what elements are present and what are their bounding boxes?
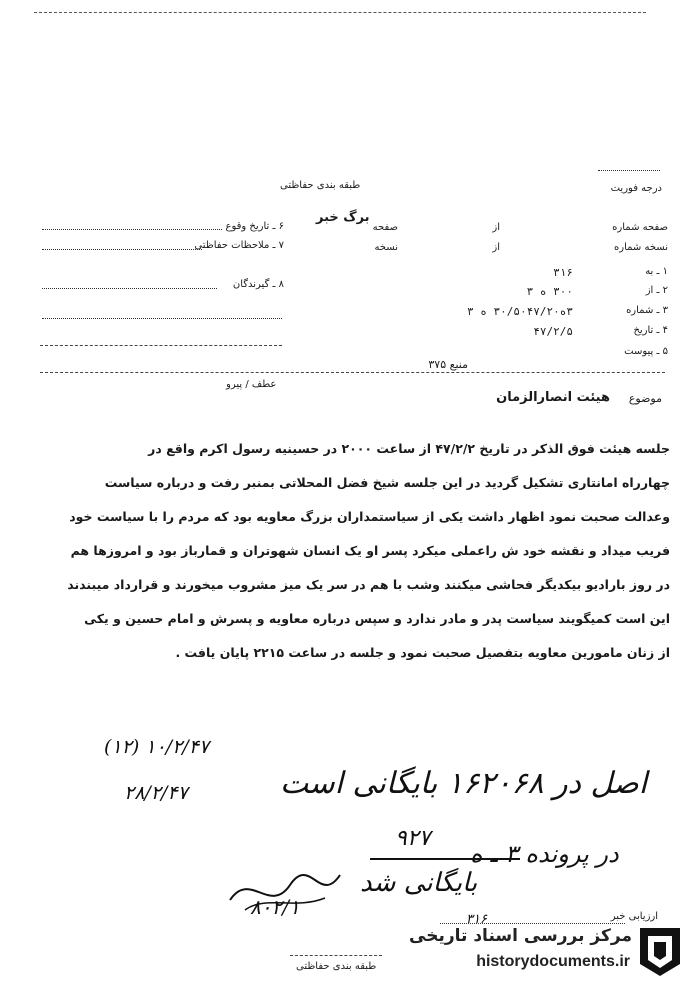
- handwritten-file-note: در پرونده ۳ ـ ه: [470, 840, 619, 868]
- evaluator-label: ارزیابی خبر: [610, 911, 658, 922]
- footer-line: [290, 955, 382, 956]
- priority-label: درجه فوریت: [610, 183, 662, 194]
- copy-number-row: [338, 242, 668, 253]
- field-number-value: ۳ه۳۰/۵۰۴۷/۲۰ ه ۳: [467, 305, 573, 318]
- copy-word: نسخه: [374, 242, 398, 253]
- body-line: از زنان مامورین معاویه بتفصیل صحبت نمود و جلسه در ساعت ۲۲۱۵ پایان یافت .: [175, 645, 670, 660]
- field-to: [338, 266, 668, 277]
- field-attachment: [338, 346, 668, 357]
- field-recipients: ۸ ـ گیرندگان: [232, 279, 284, 290]
- archive-logo-icon: [634, 922, 686, 978]
- page-number-row: [338, 222, 668, 233]
- field-from-value: ۳۰۰ ه ۳: [526, 285, 573, 298]
- watermark-url: historydocuments.ir: [476, 953, 630, 970]
- handwritten-archived: بایگانی شد: [360, 868, 478, 898]
- top-cut-line: [34, 12, 646, 13]
- handwritten-sign-number: ۳۱۶: [466, 912, 487, 927]
- form-title: برگ خبر: [316, 210, 370, 225]
- body-line: در روز بارادیو بیکدیگر فحاشی میکنند وشب با هم در سر یک میز مشروب میخورند و قرارداد میبندند: [67, 577, 670, 592]
- body-line: چهارراه امانتاری تشکیل گردید در این جلسه شیخ فضل المحلاتی بمنبر رفت و درباره سیاست: [104, 475, 670, 490]
- subject-value: هیئت انصارالزمان: [496, 390, 610, 405]
- body-line: این است کمیگویند سیاست پدر و مادر ندارد و سپس درباره معاویه و پسرش و امام حسین و یکی: [84, 611, 670, 626]
- signature: [225, 860, 345, 920]
- handwritten-archive-note: اصل در ۱۶۲۰۶۸ بایگانی است: [280, 766, 648, 801]
- classification-top: طبقه بندی حفاظتی: [280, 180, 361, 191]
- field-date-value: ۴۷/۲/۵: [533, 325, 573, 338]
- handwritten-date-2: ۲۸/۲/۴۷: [124, 782, 188, 804]
- recipients-dots: [42, 288, 217, 289]
- occurrence-date-dots: [42, 229, 222, 230]
- handwritten-date-1: (۱۲) ۱۰/۲/۴۷: [104, 736, 210, 758]
- field-number: [338, 305, 668, 316]
- followup-label: عطف / پیرو: [226, 379, 277, 390]
- field-from-label: ۲ ـ از: [645, 285, 668, 296]
- left-box-line: [40, 345, 282, 346]
- handwritten-underline: [370, 858, 520, 860]
- priority-box: [598, 170, 660, 171]
- subject-label: موضوع: [628, 392, 662, 405]
- page-of: از: [492, 222, 500, 233]
- field-to-value: ۳۱۶: [553, 266, 573, 279]
- body-line: فریب میداد و نقشه خود ش راعملی میکرد پسر او یک انسان شهوتران و قمارباز بود و امروزها هم: [70, 543, 670, 558]
- copy-of: از: [492, 242, 500, 253]
- classification-bottom: طبقه بندی حفاظتی: [296, 961, 377, 972]
- field-from: [338, 285, 668, 296]
- recipients-dots-2: [42, 318, 282, 319]
- section-divider: [40, 372, 665, 373]
- field-number-label: ۳ ـ شماره: [626, 305, 668, 316]
- page-word: صفحه: [372, 222, 398, 233]
- handwritten-initials: ۸۰۲/۱: [250, 895, 300, 919]
- watermark: [409, 922, 690, 980]
- page-number-label: صفحه شماره: [612, 222, 668, 233]
- handwritten-file-number: ۹۲۷: [395, 826, 431, 851]
- report-body: [40, 432, 670, 670]
- watermark-name: مرکز بررسی اسناد تاریخی: [409, 926, 632, 946]
- field-to-label: ۱ ـ به: [645, 266, 668, 277]
- field-attachment-label: ۵ ـ پیوست: [624, 346, 668, 357]
- source-line: منبع ۳۷۵: [428, 358, 468, 371]
- body-line: جلسه هیئت فوق الذکر در تاریخ ۴۷/۲/۲ از ساعت ۲۰۰۰ در حسینیه رسول اکرم واقع در: [148, 441, 670, 456]
- field-date-label: ۴ ـ تاریخ: [633, 325, 668, 336]
- copy-number-label: نسخه شماره: [614, 242, 668, 253]
- field-date: [338, 325, 668, 336]
- security-notes-dots: [42, 249, 202, 250]
- field-occurrence-date: ۶ ـ تاریخ وقوع: [225, 221, 284, 232]
- body-line: وعدالت صحبت نمود اظهار داشت یکی از سیاستمداران بزرگ معاویه بود که مردم را با سیاست خود: [69, 509, 670, 524]
- field-security-notes: ۷ ـ ملاحظات حفاظتی: [194, 240, 284, 251]
